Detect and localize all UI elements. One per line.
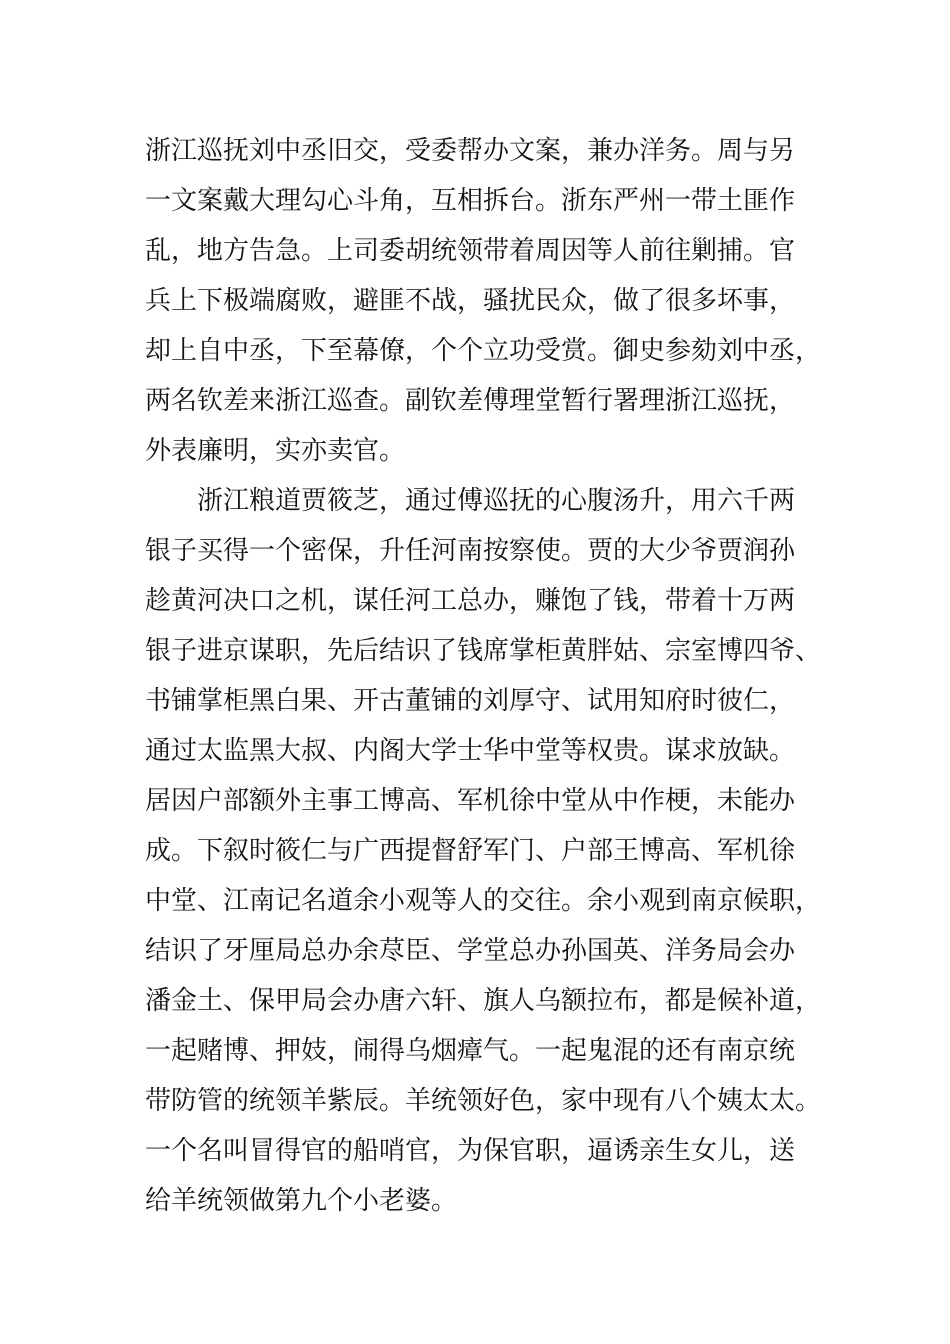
- text-line: 带防管的统领羊紫辰。羊统领好色，家中现有八个姨太太。: [145, 1086, 822, 1116]
- text-line: 居因户部额外主事工博高、军机徐中堂从中作梗，未能办: [145, 786, 796, 816]
- text-line: 书铺掌柜黑白果、开古董铺的刘厚守、试用知府时彼仁，: [145, 686, 796, 716]
- paragraph-2: [145, 476, 825, 1226]
- text-line: 潘金土、保甲局会办唐六轩、旗人乌额拉布，都是候补道，: [145, 986, 822, 1016]
- text-line: 外表廉明，实亦卖官。: [145, 436, 406, 466]
- body-text: [145, 126, 825, 1226]
- text-line: 兵上下极端腐败，避匪不战，骚扰民众，做了很多坏事，: [145, 286, 796, 316]
- paragraph-1: [145, 126, 825, 476]
- text-line: 成。下叙时筱仁与广西提督舒军门、户部王博高、军机徐: [145, 836, 796, 866]
- text-line: 结识了牙厘局总办余荩臣、学堂总办孙国英、洋务局会办: [145, 936, 796, 966]
- text-line: 浙江粮道贾筱芝，通过傅巡抚的心腹汤升，用六千两: [197, 486, 796, 516]
- text-line: 两名钦差来浙江巡查。副钦差傅理堂暂行署理浙江巡抚，: [145, 386, 796, 416]
- text-line: 一起赌博、押妓，闹得乌烟瘴气。一起鬼混的还有南京统: [145, 1036, 796, 1066]
- text-line: 趁黄河决口之机，谋任河工总办，赚饱了钱，带着十万两: [145, 586, 796, 616]
- text-line: 通过太监黑大叔、内阁大学士华中堂等权贵。谋求放缺。: [145, 736, 796, 766]
- text-line: 银子买得一个密保，升任河南按察使。贾的大少爷贾润孙: [145, 536, 796, 566]
- text-line: 浙江巡抚刘中丞旧交，受委帮办文案，兼办洋务。周与另: [145, 136, 796, 166]
- text-line: 中堂、江南记名道余小观等人的交往。余小观到南京候职，: [145, 886, 822, 916]
- text-line: 却上自中丞，下至幕僚，个个立功受赏。御史参劾刘中丞，: [145, 336, 822, 366]
- text-line: 给羊统领做第九个小老婆。: [145, 1186, 458, 1216]
- text-line: 乱，地方告急。上司委胡统领带着周因等人前往剿捕。官: [145, 236, 796, 266]
- text-line: 一文案戴大理勾心斗角，互相拆台。浙东严州一带土匪作: [145, 186, 796, 216]
- text-line: 银子进京谋职，先后结识了钱席掌柜黄胖姑、宗室博四爷、: [145, 636, 822, 666]
- text-line: 一个名叫冒得官的船哨官，为保官职，逼诱亲生女儿，送: [145, 1136, 796, 1166]
